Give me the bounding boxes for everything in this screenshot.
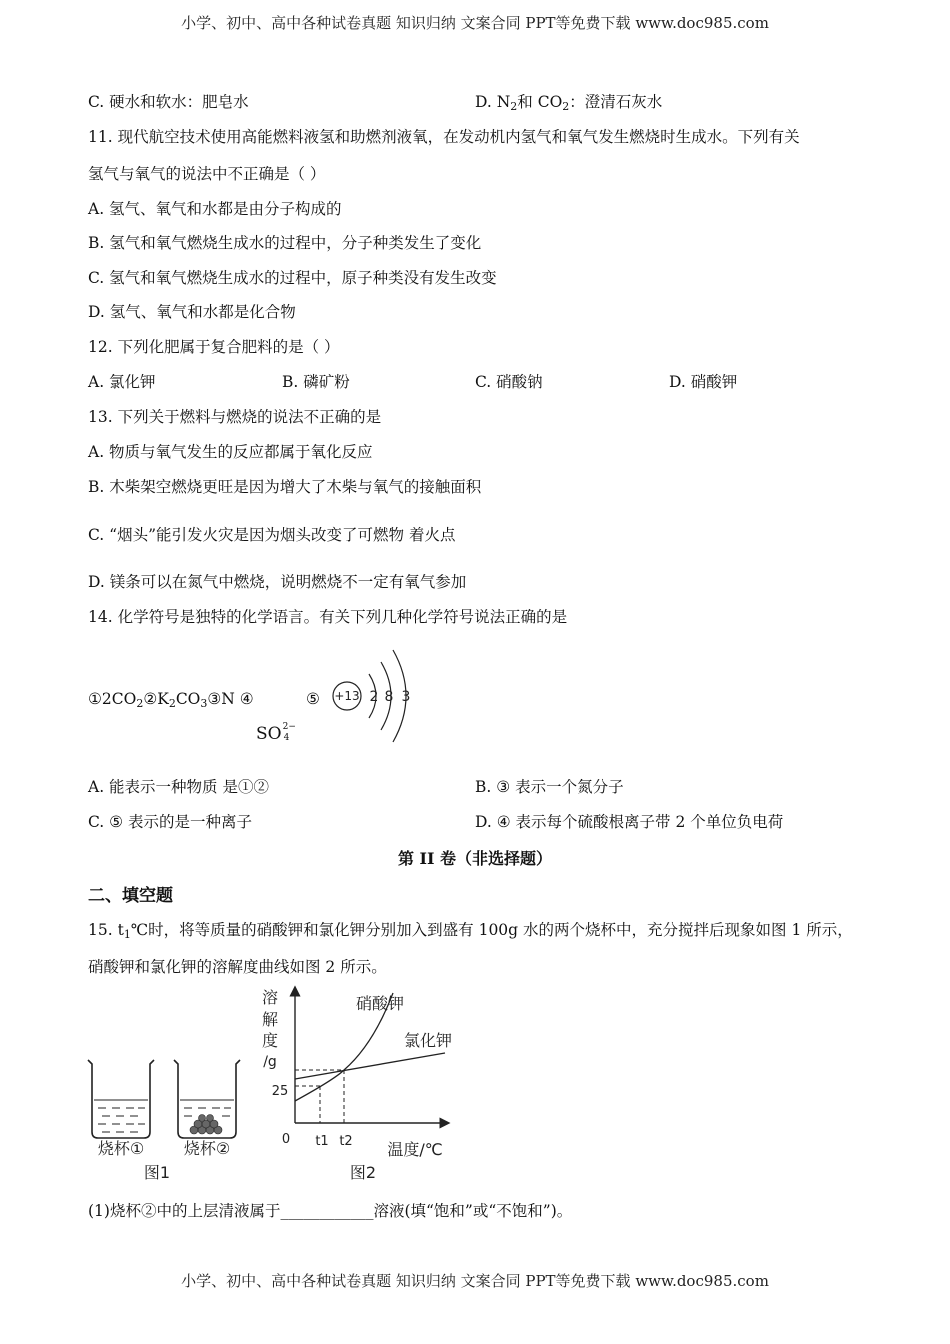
shell-2-electrons: 8 [384, 689, 394, 705]
q11-option-d: D. 氢气、氧气和水都是化合物 [88, 303, 296, 321]
y-label-4: /g [263, 1054, 277, 1070]
sulfate-ion-formula: SO 2− 4 [256, 722, 296, 744]
q11-option-c: C. 氢气和氧气燃烧生成水的过程中，原子种类没有发生改变 [88, 269, 497, 287]
q13-option-a: A. 物质与氧气发生的反应都属于氧化反应 [88, 443, 373, 461]
x-tick-t1: t1 [315, 1134, 329, 1149]
figure-1-caption: 图1 [143, 1163, 171, 1182]
beaker-1-label: 烧杯① [97, 1139, 145, 1158]
q11-stem-line1: 11. 现代航空技术使用高能燃料液氢和助燃剂液氧，在发动机内氢气和氧气发生燃烧时生成水。下列有关 [88, 128, 800, 146]
q14-option-b: B. ③ 表示一个氮分子 [475, 778, 624, 796]
part2-title: 第 II 卷（非选择题） [397, 849, 553, 868]
y-tick-25: 25 [271, 1084, 289, 1099]
q12-stem: 12. 下列化肥属于复合肥料的是（ ） [88, 338, 340, 356]
y-label-3: 度 [261, 1031, 279, 1050]
figure-2-caption: 图2 [349, 1163, 377, 1182]
q15-subquestion-1: (1)烧杯②中的上层清液属于____________溶液(填“饱和”或“不饱和”)。 [88, 1202, 573, 1220]
series-label-kcl: 氯化钾 [403, 1031, 453, 1050]
q13-option-c: C. “烟头”能引发火灾是因为烟头改变了可燃物 着火点 [88, 526, 456, 544]
q15-stem-line2: 硝酸钾和氯化钾的溶解度曲线如图 2 所示。 [88, 958, 387, 976]
q13-option-b: B. 木柴架空燃烧更旺是因为增大了木柴与氧气的接触面积 [88, 478, 482, 496]
aluminum-atom-diagram [325, 640, 425, 750]
q10-option-d: D. N2和 CO2：澄清石灰水 [475, 93, 663, 113]
q11-option-a: A. 氢气、氧气和水都是由分子构成的 [88, 200, 342, 218]
q13-option-d: D. 镁条可以在氮气中燃烧，说明燃烧不一定有氧气参加 [88, 573, 467, 591]
q11-option-b: B. 氢气和氧气燃烧生成水的过程中，分子种类发生了变化 [88, 234, 482, 252]
q12-option-b: B. 磷矿粉 [282, 373, 350, 391]
y-label-1: 溶 [261, 988, 279, 1007]
q14-symbol-5-label: ⑤ [306, 690, 320, 708]
solubility-chart [255, 983, 460, 1188]
q12-option-c: C. 硝酸钠 [475, 373, 543, 391]
beaker-2-label: 烧杯② [183, 1139, 231, 1158]
shell-3-electrons: 3 [401, 689, 411, 705]
q11-stem-line2: 氢气与氧气的说法中不正确是（ ） [88, 165, 326, 183]
q14-option-a: A. 能表示一种物质 是①② [88, 778, 269, 796]
beaker-1 [88, 1060, 154, 1138]
origin-label: 0 [281, 1132, 291, 1147]
curve-kcl [295, 1053, 445, 1079]
x-axis-label: 温度/℃ [387, 1140, 443, 1159]
q14-stem: 14. 化学符号是独特的化学语言。有关下列几种化学符号说法正确的是 [88, 608, 568, 626]
beaker-2 [174, 1060, 240, 1138]
q12-option-a: A. 氯化钾 [88, 373, 156, 391]
y-label-2: 解 [261, 1010, 279, 1029]
q12-option-d: D. 硝酸钾 [669, 373, 738, 391]
q13-stem: 13. 下列关于燃料与燃烧的说法不正确的是 [88, 408, 382, 426]
section-heading: 二、填空题 [88, 886, 173, 906]
figure-1-beakers [82, 1050, 252, 1185]
undissolved-solid [190, 1115, 222, 1135]
x-tick-t2: t2 [339, 1134, 353, 1149]
q14-option-c: C. ⑤ 表示的是一种离子 [88, 813, 252, 831]
q15-stem-line1: 15. t1℃时，将等质量的硝酸钾和氯化钾分别加入到盛有 100g 水的两个烧杯中，充分搅拌后现象如图 1 所示， [88, 921, 853, 941]
shell-1-electrons: 2 [369, 689, 379, 705]
q10-option-c: C. 硬水和软水：肥皂水 [88, 93, 249, 111]
page-footer: 小学、初中、高中各种试卷真题 知识归纳 文案合同 PPT等免费下载 www.doc985.com [181, 1272, 769, 1290]
nucleus-charge: +13 [334, 689, 360, 703]
page-header: 小学、初中、高中各种试卷真题 知识归纳 文案合同 PPT等免费下载 www.doc985.com [181, 14, 769, 32]
q14-option-d: D. ④ 表示每个硫酸根离子带 2 个单位负电荷 [475, 813, 784, 831]
q14-symbols: ①2CO2②K2CO3③N ④ [88, 690, 254, 710]
series-label-kno3: 硝酸钾 [355, 994, 405, 1013]
